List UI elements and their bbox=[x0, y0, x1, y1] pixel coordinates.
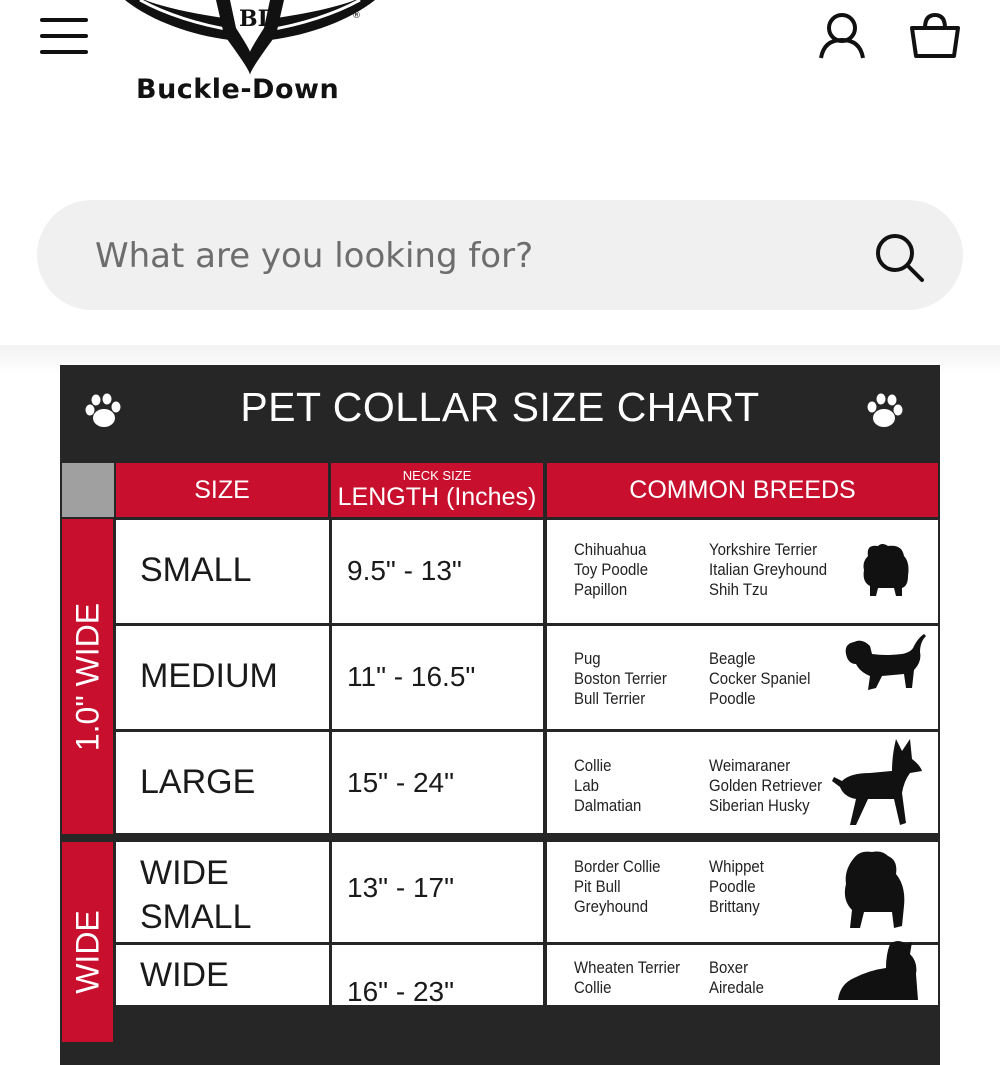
column-header-breeds-label: COMMON BREEDS bbox=[629, 475, 856, 504]
row-size-label: LARGE bbox=[140, 763, 256, 801]
breed-name: Shih Tzu bbox=[709, 580, 768, 599]
row-length-value: 9.5" - 13" bbox=[347, 555, 462, 586]
pitbull-silhouette-icon bbox=[836, 940, 922, 1000]
breed-name: Wheaten Terrier bbox=[574, 958, 681, 977]
breed-list bbox=[709, 649, 810, 709]
brand-name: Buckle-Down bbox=[136, 74, 340, 105]
column-header-size-label: SIZE bbox=[194, 475, 250, 504]
medium-dog-silhouette-icon bbox=[842, 632, 928, 696]
breed-list bbox=[709, 958, 764, 998]
breed-name: Dalmatian bbox=[574, 796, 642, 815]
breed-list bbox=[574, 649, 667, 709]
breed-name: Poodle bbox=[709, 689, 756, 708]
shopping-bag-icon[interactable] bbox=[906, 12, 964, 60]
breed-name: Brittany bbox=[709, 897, 760, 916]
paw-print-icon bbox=[862, 388, 910, 436]
breed-name: Bull Terrier bbox=[574, 689, 646, 708]
column-header-length bbox=[331, 463, 543, 517]
column-header-size bbox=[116, 463, 328, 517]
breed-name: Italian Greyhound bbox=[709, 560, 828, 579]
row-size-label: WIDE SMALL bbox=[140, 854, 252, 936]
breed-name: Boxer bbox=[709, 958, 749, 977]
breed-list bbox=[574, 958, 680, 998]
breed-name: Boston Terrier bbox=[574, 669, 667, 688]
breed-name: Cocker Spaniel bbox=[709, 669, 811, 688]
breed-name: Chihuahua bbox=[574, 540, 647, 559]
row-length-value: 11" - 16.5" bbox=[347, 661, 476, 692]
breed-list bbox=[574, 857, 660, 917]
breed-list bbox=[709, 857, 764, 917]
breed-list bbox=[709, 756, 822, 816]
breed-name: Pug bbox=[574, 649, 601, 668]
search-icon[interactable] bbox=[872, 230, 926, 284]
group-label-text: 1.0" WIDE bbox=[69, 602, 105, 751]
breed-name: Collie bbox=[574, 978, 612, 997]
search-bar[interactable] bbox=[37, 200, 963, 310]
row-size-label: WIDE bbox=[140, 956, 229, 994]
column-header-breeds bbox=[547, 463, 938, 517]
breed-list bbox=[574, 756, 641, 816]
svg-text:BD: BD bbox=[239, 6, 277, 32]
group-label-1in-wide bbox=[62, 519, 113, 834]
breed-name: Collie bbox=[574, 756, 612, 775]
group-label-wide bbox=[62, 842, 113, 1042]
breed-name: Golden Retriever bbox=[709, 776, 823, 795]
hamburger-menu-icon[interactable] bbox=[40, 16, 90, 56]
breed-name: Border Collie bbox=[574, 857, 661, 876]
large-dog-silhouette-icon bbox=[830, 737, 926, 829]
breed-name: Poodle bbox=[709, 877, 756, 896]
group-label-text: WIDE bbox=[69, 910, 105, 994]
breed-name: Greyhound bbox=[574, 897, 649, 916]
row-length-value: 13" - 17" bbox=[347, 872, 455, 903]
breed-name: Yorkshire Terrier bbox=[709, 540, 818, 559]
chart-title: PET COLLAR SIZE CHART bbox=[240, 384, 760, 430]
search-input[interactable] bbox=[93, 230, 857, 282]
breed-name: Papillon bbox=[574, 580, 628, 599]
breed-name: Beagle bbox=[709, 649, 756, 668]
row-length-value: 15" - 24" bbox=[347, 767, 455, 798]
small-dog-silhouette-icon bbox=[858, 542, 912, 598]
bulldog-silhouette-icon bbox=[840, 850, 910, 930]
column-header-length-sublabel: NECK SIZE bbox=[402, 467, 472, 483]
breed-name: Siberian Husky bbox=[709, 796, 810, 815]
breed-list bbox=[574, 540, 648, 600]
svg-text:®: ® bbox=[352, 11, 361, 21]
breed-list bbox=[709, 540, 827, 600]
breed-name: Pit Bull bbox=[574, 877, 621, 896]
breed-name: Whippet bbox=[709, 857, 764, 876]
breed-name: Airedale bbox=[709, 978, 764, 997]
breed-name: Weimaraner bbox=[709, 756, 791, 775]
header-corner bbox=[62, 463, 114, 517]
breed-name: Lab bbox=[574, 776, 599, 795]
row-length-value: 16" - 23" bbox=[347, 976, 455, 1007]
row-size-label: SMALL bbox=[140, 551, 252, 589]
user-icon[interactable] bbox=[816, 12, 868, 60]
row-size-label: MEDIUM bbox=[140, 657, 278, 695]
breed-name: Toy Poodle bbox=[574, 560, 649, 579]
column-header-length-label: LENGTH (Inches) bbox=[337, 482, 537, 511]
